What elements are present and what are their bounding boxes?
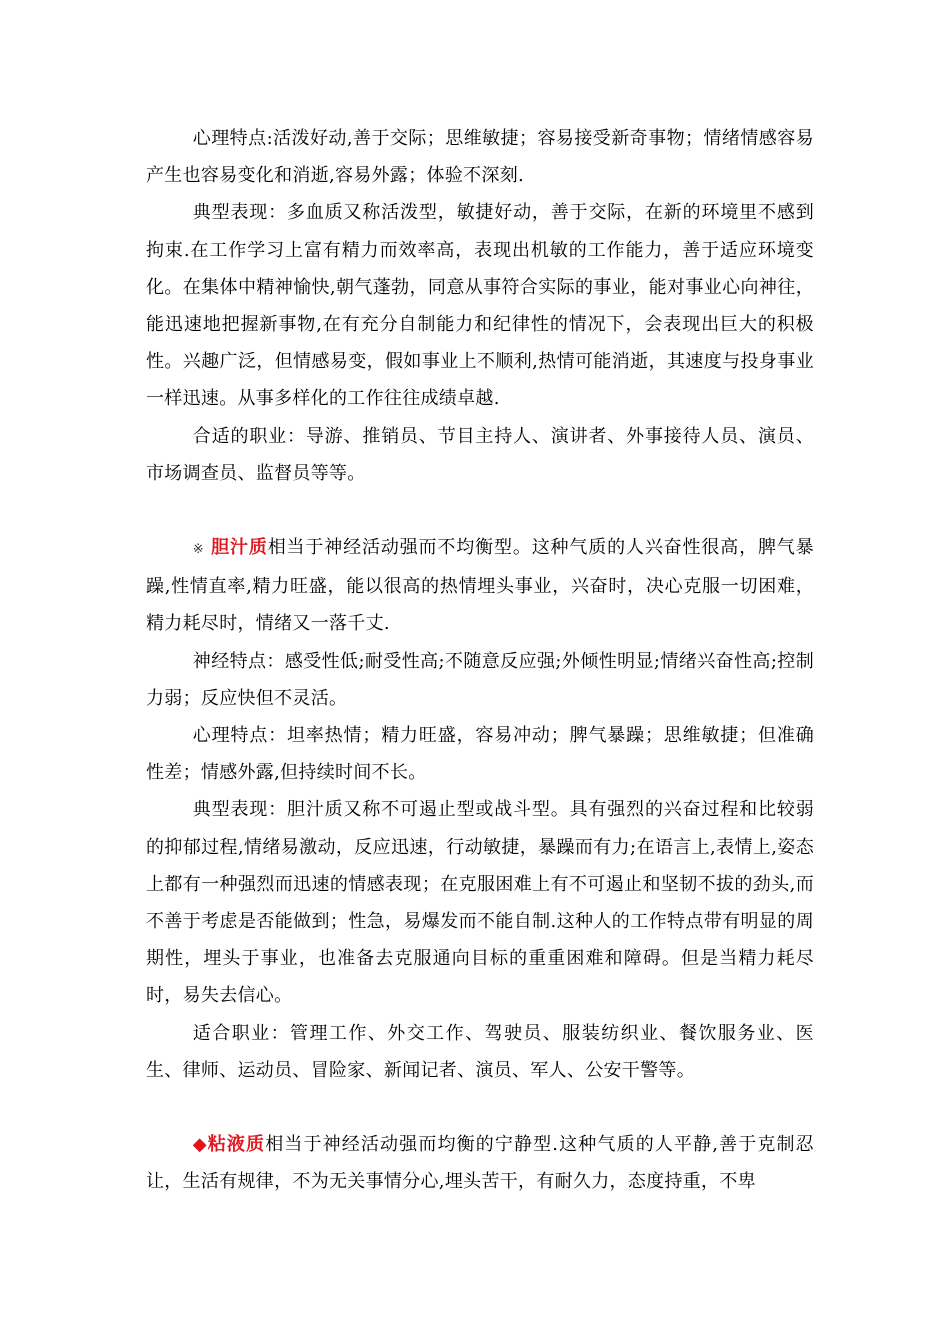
reference-mark-icon: ※ bbox=[192, 542, 205, 558]
choleric-intro-text: 相当于神经活动强而不均衡型。这种气质的人兴奋性很高，脾气暴躁,性情直率,精力旺盛，能以很高的热情埋头事业，兴奋时，决心克服一切困难，精力耗尽时，情绪又一落千丈. bbox=[146, 537, 814, 635]
phlegmatic-intro-paragraph bbox=[146, 1126, 814, 1200]
choleric-psych-paragraph: 心理特点：坦率热情；精力旺盛，容易冲动；脾气暴躁；思维敏捷；但准确性差；情感外露,但持续时间不长。 bbox=[146, 725, 814, 784]
sanguine-typical-paragraph: 典型表现：多血质又称活泼型，敏捷好动，善于交际，在新的环境里不感到拘束.在工作学习上富有精力而效率高，表现出机敏的工作能力，善于适应环境变化。在集体中精神愉快,朝气蓬勃，同意从事符合实际的事业，能对事业心向神往，能迅速地把握新事物,在有充分自制能力和纪律性的情况下，会表现出巨大的积极性。兴趣广泛，但情感易变，假如事业上不顺利,热情可能消逝，其速度与投身事业一样迅速。从事多样化的工作往往成绩卓越. bbox=[146, 202, 814, 410]
document-page bbox=[146, 120, 814, 1200]
section-gap bbox=[146, 1089, 814, 1126]
phlegmatic-intro-text: 相当于神经活动强而均衡的宁静型.这种气质的人平静,善于克制忍让，生活有规律，不为无关事情分心,埋头苦干，有耐久力，态度持重，不卑 bbox=[146, 1134, 814, 1193]
choleric-jobs-paragraph: 适合职业：管理工作、外交工作、驾驶员、服装纺织业、餐饮服务业、医生、律师、运动员、冒险家、新闻记者、演员、军人、公安干警等。 bbox=[146, 1022, 814, 1081]
phlegmatic-term: 粘液质 bbox=[207, 1134, 266, 1156]
section-gap bbox=[146, 492, 814, 529]
choleric-term: 胆汁质 bbox=[211, 537, 268, 559]
sanguine-psych-paragraph: 心理特点:活泼好动,善于交际；思维敏捷；容易接受新奇事物；情绪情感容易产生也容易变化和消逝,容易外露；体验不深刻. bbox=[146, 128, 814, 187]
sanguine-jobs-paragraph: 合适的职业：导游、推销员、节目主持人、演讲者、外事接待人员、演员、市场调查员、监督员等等。 bbox=[146, 425, 814, 484]
diamond-bullet-icon: ◆ bbox=[192, 1134, 208, 1156]
choleric-typical-paragraph: 典型表现：胆汁质又称不可遏止型或战斗型。具有强烈的兴奋过程和比较弱的抑郁过程,情绪易激动，反应迅速，行动敏捷，暴躁而有力;在语言上,表情上,姿态上都有一种强烈而迅速的情感表现；在克服困难上有不可遏止和坚韧不拔的劲头,而不善于考虑是否能做到；性急，易爆发而不能自制.这种人的工作特点带有明显的周期性，埋头于事业，也准备去克服通向目标的重重困难和障碍。但是当精力耗尽时，易失去信心。 bbox=[146, 799, 814, 1007]
choleric-nerve-paragraph: 神经特点：感受性低;耐受性高;不随意反应强;外倾性明显;情绪兴奋性高;控制力弱；反应快但不灵活。 bbox=[146, 650, 814, 709]
choleric-intro-paragraph bbox=[146, 529, 814, 643]
